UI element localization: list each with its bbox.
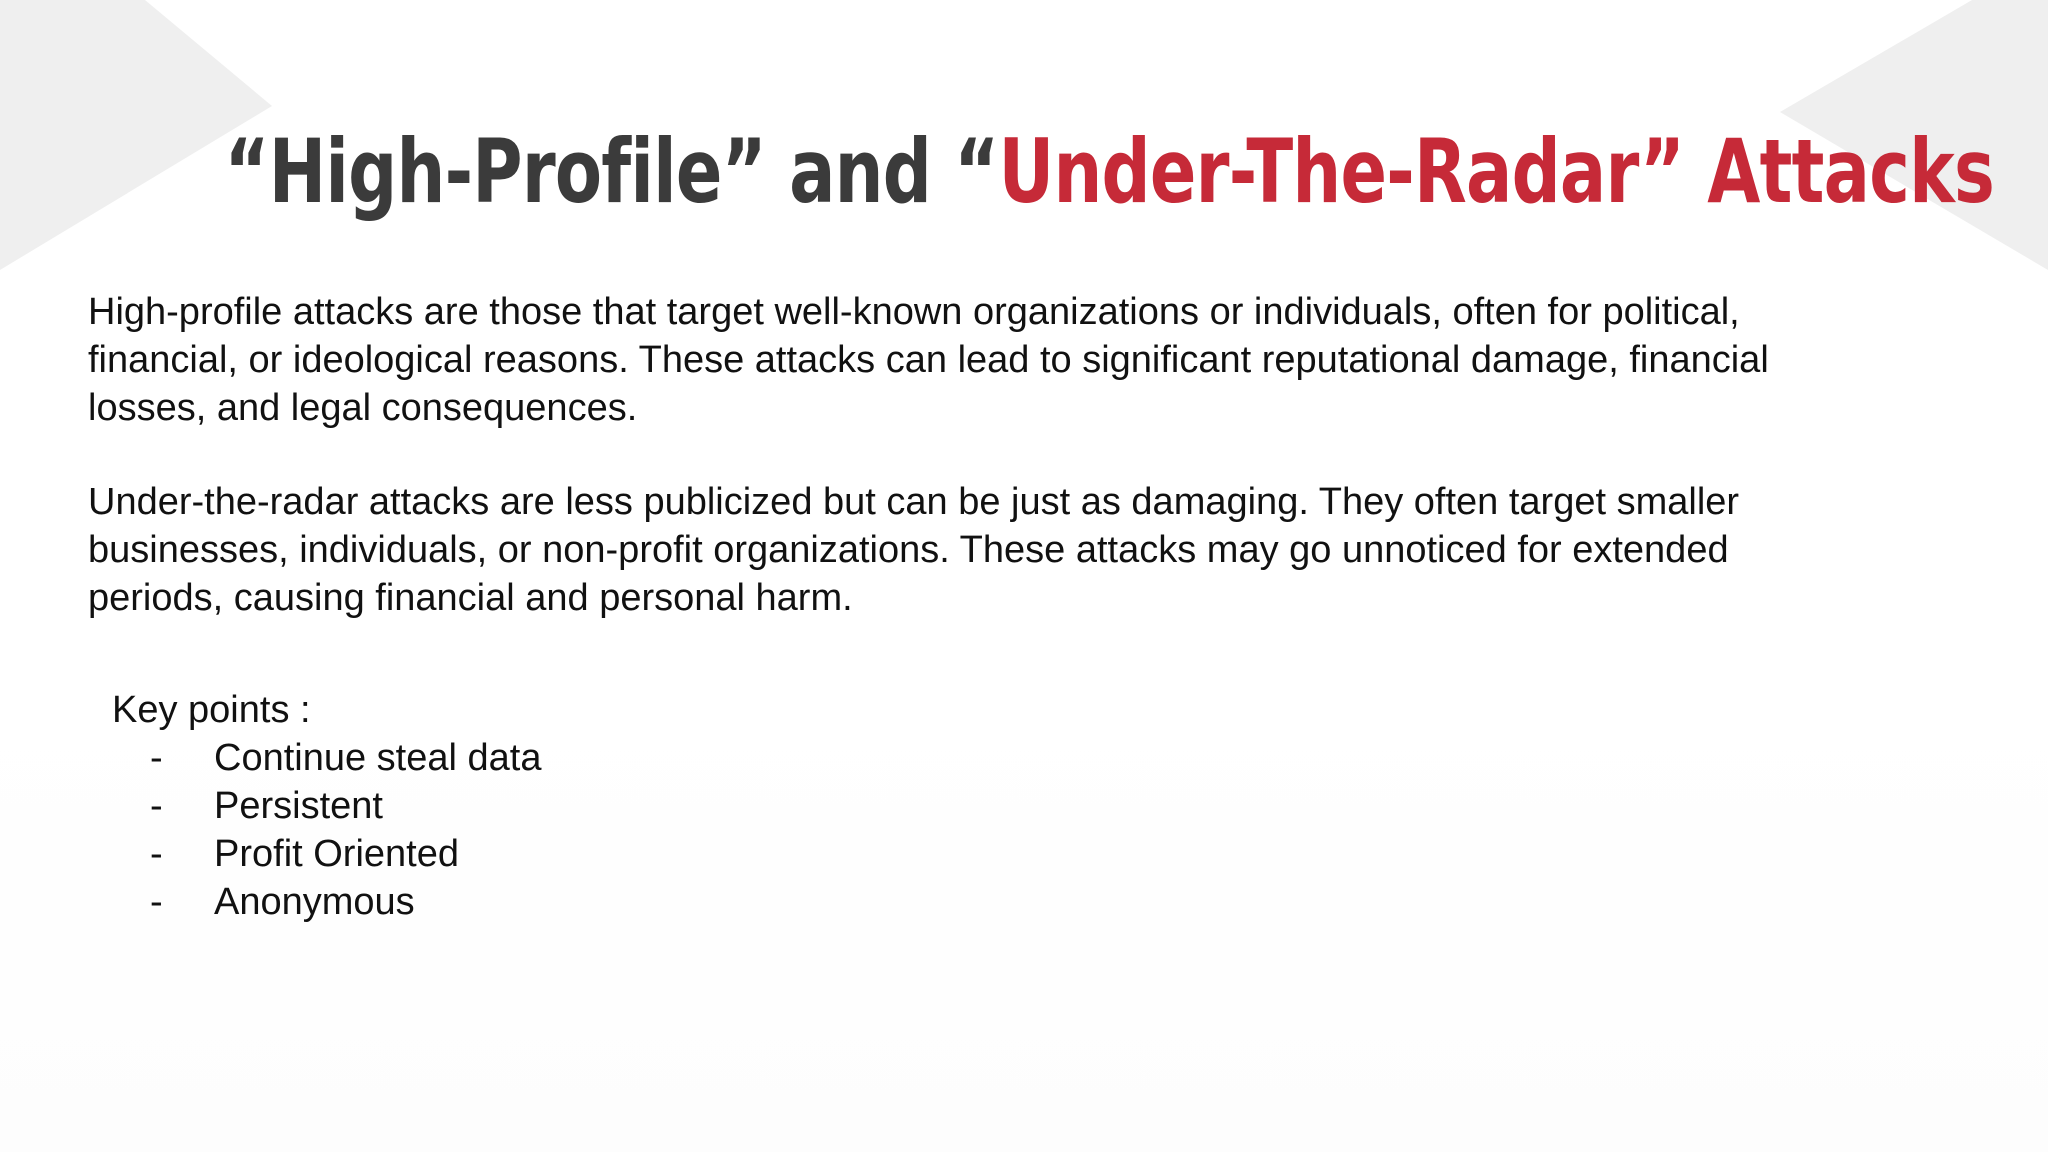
paragraph-high-profile: High-profile attacks are those that target well-known organizations or individuals, often for political, financial, or ideological reasons. These attacks can lead to significant reputational damage, financial losses, and legal consequences.: [88, 291, 1769, 429]
key-points-heading: Key points :: [112, 689, 311, 731]
list-item: [112, 734, 541, 782]
bullet-dash: -: [150, 785, 163, 827]
slide-title: [224, 112, 1995, 232]
key-points-section: [112, 686, 541, 926]
list-item: [112, 782, 541, 830]
title-part-accent: Under-The-Radar” Attacks: [998, 120, 1995, 223]
list-item-text: Profit Oriented: [214, 833, 459, 875]
list-item: [112, 878, 541, 926]
title-part-dark: “High-Profile” and “: [224, 120, 999, 223]
list-item-text: Persistent: [214, 785, 383, 827]
bullet-dash: -: [150, 833, 163, 875]
bullet-dash: -: [150, 737, 163, 779]
list-item-text: Continue steal data: [214, 737, 542, 779]
list-item-text: Anonymous: [214, 881, 415, 923]
list-item: [112, 830, 541, 878]
paragraph-under-the-radar: Under-the-radar attacks are less publicized but can be just as damaging. They often target smaller businesses, individuals, or non-profit organizations. These attacks may go unnoticed for extended periods, causing financial and personal harm.: [88, 481, 1740, 619]
key-points-list: [112, 734, 541, 926]
bullet-dash: -: [150, 881, 163, 923]
